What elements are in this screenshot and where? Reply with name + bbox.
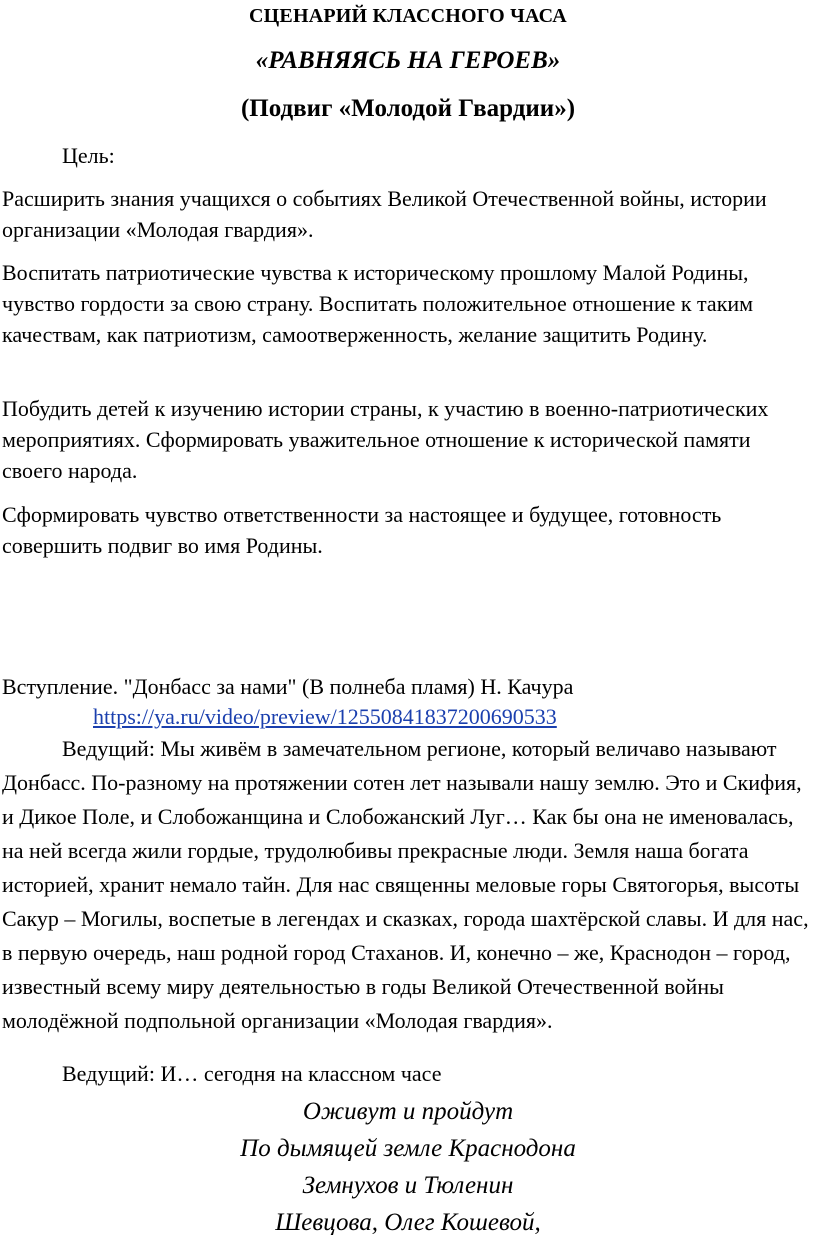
host-speech: Ведущий: Мы живём в замечательном регионе, который величаво называют Донбасс. По-разному на протяжении сотен лет называли нашу землю. Это и Скифия, и Дикое Поле, и Слобожанщина и Слобожанский Луг… Как бы она не именовалась, на ней всегда жили гордые, трудолюбивы прекрасные люди. Земля наша богата историей, хранит немало тайн. Для нас священны меловые горы Святогорья, высоты Сакур – Могилы, воспетые в легендах и сказках, города шахтёрской славы. И для нас, в первую очередь, наш родной город Стаханов. И, конечно – же, Краснодон – город, известный всему миру деятельностью в годы Великой Отечественной войны молодёжной подпольной организации «Молодая гвардия». xyxy=(2,736,809,1033)
video-link[interactable]: https://ya.ru/video/preview/12550841837200690533 xyxy=(93,704,557,729)
document-subtitle-2: (Подвиг «Молодой Гвардии») xyxy=(240,95,576,122)
host-speech-2: Ведущий: И… сегодня на классном часе xyxy=(62,1061,442,1086)
document-title: СЦЕНАРИЙ КЛАССНОГО ЧАСА xyxy=(249,5,567,27)
goal-paragraph: Сформировать чувство ответственности за настоящее и будущее, готовность совершить подвиг во имя Родины. xyxy=(2,502,722,558)
document-subtitle: «РАВНЯЯСЬ НА ГЕРОЕВ» xyxy=(255,47,561,74)
intro-line: Вступление. "Донбасс за нами" (В полнеба пламя) Н. Качура xyxy=(2,674,574,699)
goal-paragraph: Побудить детей к изучению истории страны, к участию в военно-патриотических мероприятиях. Сформировать уважительное отношение к исторической памяти своего народа. xyxy=(2,396,769,483)
goal-paragraph: Воспитать патриотические чувства к историческому прошлому Малой Родины, чувство гордости за свою страну. Воспитать положительное отношение к таким качествам, как патриотизм, самоотверженность, желание защитить Родину. xyxy=(2,260,754,347)
poem-line: Оживут и пройдут xyxy=(302,1098,514,1125)
goal-label: Цель: xyxy=(62,143,115,168)
poem-line: По дымящей земле Краснодона xyxy=(240,1135,576,1162)
poem-line: Земнухов и Тюленин xyxy=(302,1172,514,1199)
poem xyxy=(0,1093,816,1241)
poem-line: Шевцова, Олег Кошевой, xyxy=(275,1209,541,1236)
goal-paragraph: Расширить знания учащихся о событиях Великой Отечественной войны, истории организации «Молодая гвардия». xyxy=(2,186,767,242)
